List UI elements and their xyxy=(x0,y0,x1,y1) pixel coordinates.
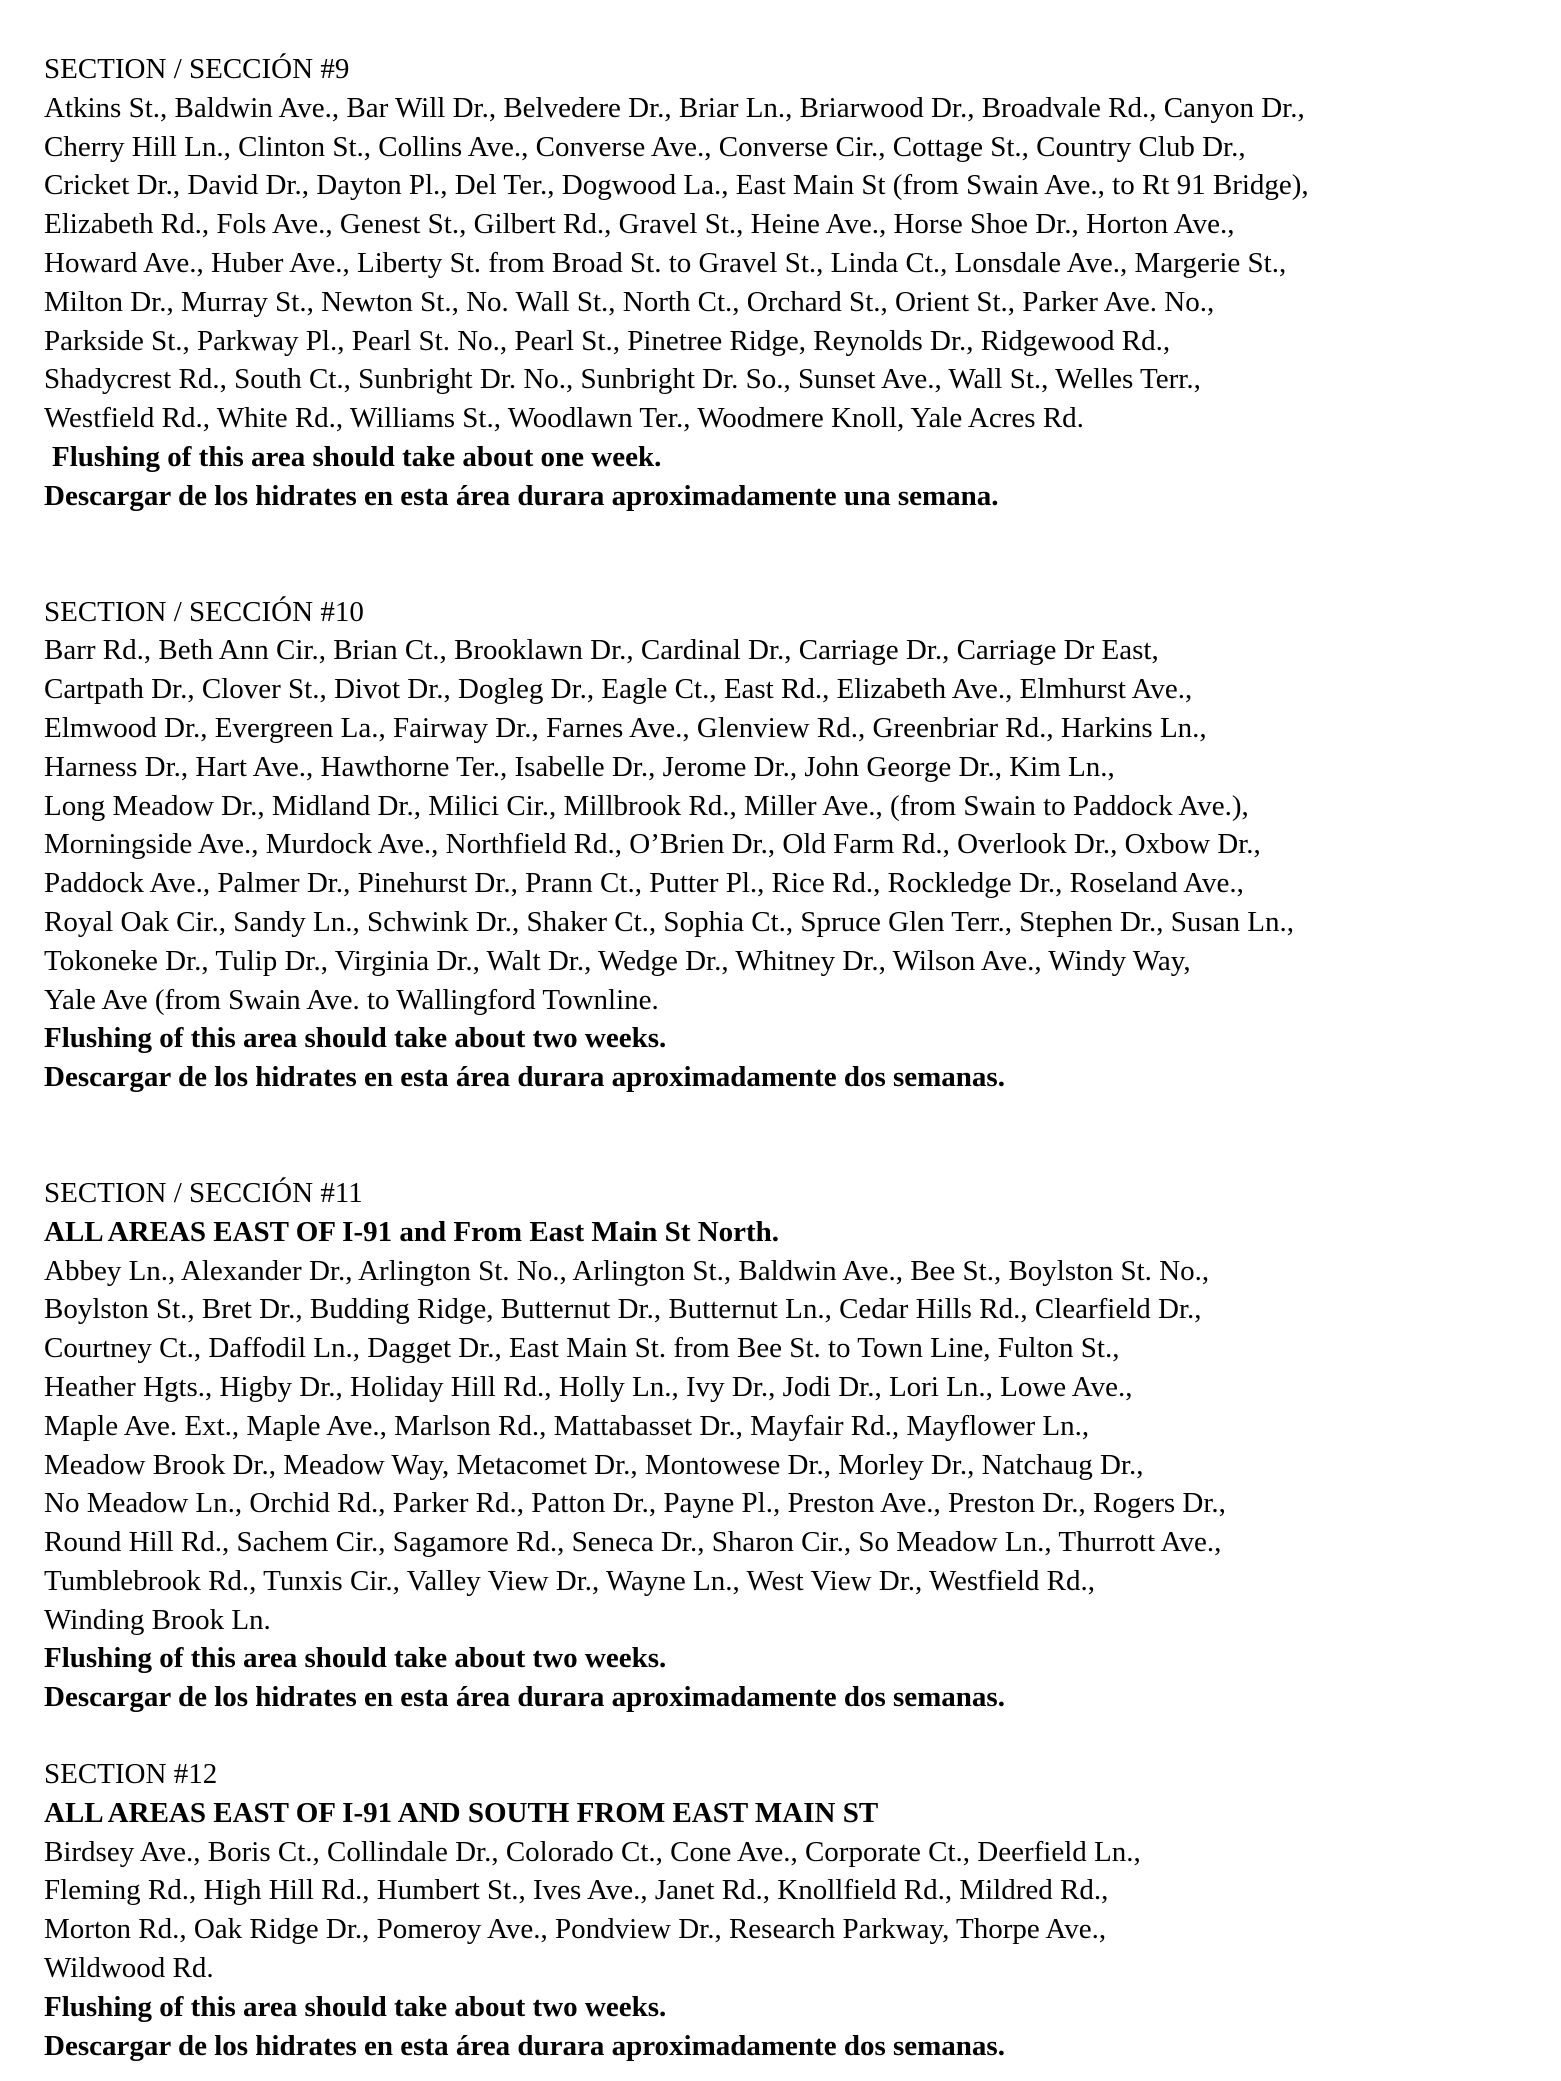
street-line: Tokoneke Dr., Tulip Dr., Virginia Dr., Walt Dr., Wedge Dr., Whitney Dr., Wilson Ave., Windy Way, xyxy=(44,944,1191,977)
street-line: Barr Rd., Beth Ann Cir., Brian Ct., Brooklawn Dr., Cardinal Dr., Carriage Dr., Carriage Dr East, xyxy=(44,634,1159,667)
street-line: Cherry Hill Ln., Clinton St., Collins Ave., Converse Ave., Converse Cir., Cottage St., Country Club Dr., xyxy=(44,130,1246,163)
section-spacer xyxy=(44,1717,1534,1755)
section-spacer xyxy=(44,516,1534,593)
section-heading: SECTION / SECCIÓN #10 xyxy=(44,595,364,628)
duration-english: Flushing of this area should take about two weeks. xyxy=(44,1642,667,1675)
street-line: Maple Ave. Ext., Maple Ave., Marlson Rd., Mattabasset Dr., Mayfair Rd., Mayflower Ln., xyxy=(44,1409,1090,1442)
street-line: Long Meadow Dr., Midland Dr., Milici Cir., Millbrook Rd., Miller Ave., (from Swain to Paddock Ave.), xyxy=(44,789,1249,822)
street-line: Birdsey Ave., Boris Ct., Collindale Dr., Colorado Ct., Cone Ave., Corporate Ct., Deerfield Ln., xyxy=(44,1835,1141,1868)
section-heading: SECTION / SECCIÓN #9 xyxy=(44,53,350,85)
section-11 xyxy=(44,1174,1534,1717)
street-line: Paddock Ave., Palmer Dr., Pinehurst Dr., Prann Ct., Putter Pl., Rice Rd., Rockledge Dr., Roseland Ave., xyxy=(44,867,1244,900)
document-page xyxy=(44,50,1534,2065)
street-line: Parkside St., Parkway Pl., Pearl St. No., Pearl St., Pinetree Ridge, Reynolds Dr., Ridgewood Rd., xyxy=(44,324,1171,357)
street-line: Cartpath Dr., Clover St., Divot Dr., Dogleg Dr., Eagle Ct., East Rd., Elizabeth Ave., Elmhurst Ave., xyxy=(44,673,1193,706)
section-spacer xyxy=(44,1097,1534,1174)
street-line: Royal Oak Cir., Sandy Ln., Schwink Dr., Shaker Ct., Sophia Ct., Spruce Glen Terr., Stephen Dr., Susan Ln., xyxy=(44,905,1294,938)
street-line: Elmwood Dr., Evergreen La., Fairway Dr., Farnes Ave., Glenview Rd., Greenbriar Rd., Harkins Ln., xyxy=(44,711,1207,744)
street-line: Morningside Ave., Murdock Ave., Northfield Rd., O’Brien Dr., Old Farm Rd., Overlook Dr., Oxbow Dr., xyxy=(44,828,1261,861)
street-line: Heather Hgts., Higby Dr., Holiday Hill Rd., Holly Ln., Ivy Dr., Jodi Dr., Lori Ln., Lowe Ave., xyxy=(44,1370,1133,1403)
duration-english: Flushing of this area should take about two weeks. xyxy=(44,1022,667,1055)
street-line: Winding Brook Ln. xyxy=(44,1603,271,1636)
street-line: Meadow Brook Dr., Meadow Way, Metacomet Dr., Montowese Dr., Morley Dr., Natchaug Dr., xyxy=(44,1448,1144,1481)
duration-english: Flushing of this area should take about two weeks. xyxy=(44,1990,667,2023)
street-line: Fleming Rd., High Hill Rd., Humbert St., Ives Ave., Janet Rd., Knollfield Rd., Mildred Rd., xyxy=(44,1874,1109,1907)
section-9 xyxy=(44,50,1534,516)
street-line: Cricket Dr., David Dr., Dayton Pl., Del Ter., Dogwood La., East Main St (from Swain Ave., to Rt 91 Bridge), xyxy=(44,169,1309,202)
duration-english: Flushing of this area should take about one week. xyxy=(52,440,662,473)
street-line: Atkins St., Baldwin Ave., Bar Will Dr., Belvedere Dr., Briar Ln., Briarwood Dr., Broadvale Rd., Canyon Dr., xyxy=(44,91,1305,124)
duration-spanish: Descargar de los hidrates en esta área durara aproximadamente dos semanas. xyxy=(44,1061,1005,1094)
street-line: Elizabeth Rd., Fols Ave., Genest St., Gilbert Rd., Gravel St., Heine Ave., Horse Shoe Dr., Horton Ave., xyxy=(44,208,1235,241)
duration-spanish: Descargar de los hidrates en esta área durara aproximadamente dos semanas. xyxy=(44,1681,1005,1714)
street-line: No Meadow Ln., Orchid Rd., Parker Rd., Patton Dr., Payne Pl., Preston Ave., Preston Dr., Rogers Dr., xyxy=(44,1487,1226,1520)
duration-spanish: Descargar de los hidrates en esta área durara aproximadamente una semana. xyxy=(44,479,999,512)
street-line: Tumblebrook Rd., Tunxis Cir., Valley View Dr., Wayne Ln., West View Dr., Westfield Rd., xyxy=(44,1564,1096,1597)
section-subheading: ALL AREAS EAST OF I-91 and From East Main St North. xyxy=(44,1215,780,1248)
street-line: Boylston St., Bret Dr., Budding Ridge, Butternut Dr., Butternut Ln., Cedar Hills Rd., Clearfield Dr., xyxy=(44,1293,1202,1326)
section-heading: SECTION / SECCIÓN #11 xyxy=(44,1176,363,1209)
duration-spanish: Descargar de los hidrates en esta área durara aproximadamente dos semanas. xyxy=(44,2029,1005,2062)
section-10 xyxy=(44,593,1534,1097)
street-line: Howard Ave., Huber Ave., Liberty St. from Broad St. to Gravel St., Linda Ct., Lonsdale Ave., Margerie St., xyxy=(44,246,1287,279)
street-line: Yale Ave (from Swain Ave. to Wallingford Townline. xyxy=(44,983,659,1016)
street-line: Shadycrest Rd., South Ct., Sunbright Dr. No., Sunbright Dr. So., Sunset Ave., Wall St., Welles Terr., xyxy=(44,363,1201,396)
street-line: Courtney Ct., Daffodil Ln., Dagget Dr., East Main St. from Bee St. to Town Line, Fulton St., xyxy=(44,1332,1120,1365)
street-line: Morton Rd., Oak Ridge Dr., Pomeroy Ave., Pondview Dr., Research Parkway, Thorpe Ave., xyxy=(44,1913,1107,1946)
street-line: Round Hill Rd., Sachem Cir., Sagamore Rd., Seneca Dr., Sharon Cir., So Meadow Ln., Thurrott Ave., xyxy=(44,1526,1222,1559)
section-subheading: ALL AREAS EAST OF I-91 AND SOUTH FROM EAST MAIN ST xyxy=(44,1796,879,1829)
street-line: Milton Dr., Murray St., Newton St., No. Wall St., North Ct., Orchard St., Orient St., Parker Ave. No., xyxy=(44,285,1215,318)
street-line: Westfield Rd., White Rd., Williams St., Woodlawn Ter., Woodmere Knoll, Yale Acres Rd. xyxy=(44,402,1084,435)
street-line: Wildwood Rd. xyxy=(44,1952,214,1985)
section-heading: SECTION #12 xyxy=(44,1758,218,1791)
street-line: Harness Dr., Hart Ave., Hawthorne Ter., Isabelle Dr., Jerome Dr., John George Dr., Kim Ln., xyxy=(44,750,1115,783)
street-line: Abbey Ln., Alexander Dr., Arlington St. No., Arlington St., Baldwin Ave., Bee St., Boylston St. No., xyxy=(44,1254,1210,1287)
section-12 xyxy=(44,1755,1534,2065)
